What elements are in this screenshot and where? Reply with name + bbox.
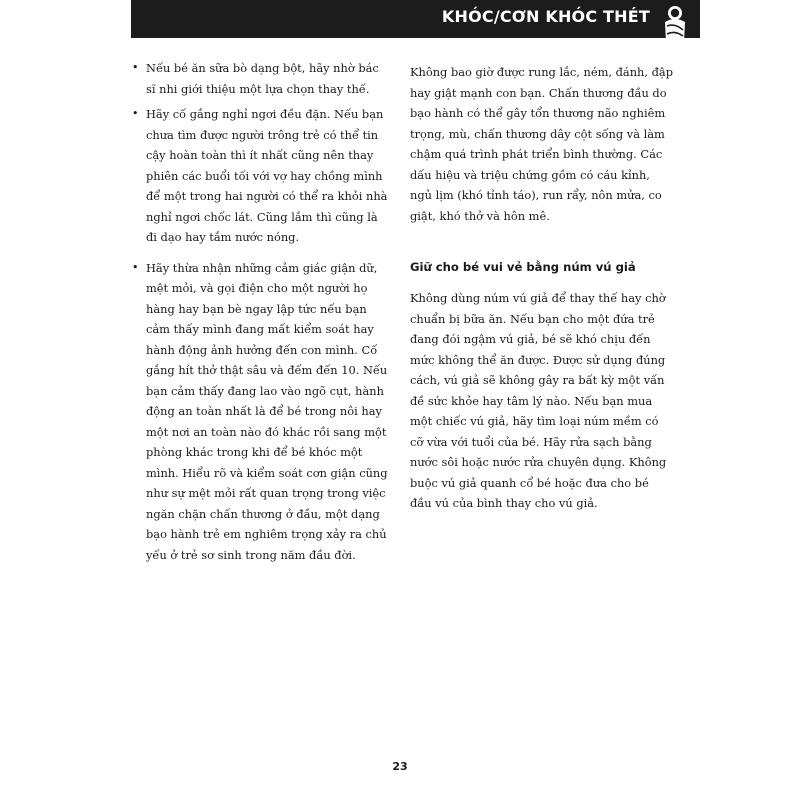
bullet-dot-icon: •: [132, 260, 139, 274]
right-column: [410, 62, 674, 514]
section-heading: Giữ cho bé vui vẻ bằng núm vú giả: [410, 260, 636, 274]
bullet-dot-icon: •: [132, 61, 139, 74]
bullet-item: [128, 104, 390, 248]
chapter-title: KHÓC/CƠN KHÓC THÉT: [441, 7, 650, 26]
bullet-item: [128, 258, 390, 566]
bullet-text: Nếu bé ăn sữa bò dạng bột, hãy nhờ bác sĩ nhi giới thiệu một lựa chọn thay thế.: [146, 61, 379, 96]
left-column: [128, 58, 390, 570]
page-number: 23: [392, 760, 408, 773]
bullet-dot-icon: •: [132, 107, 139, 120]
warning-paragraph: Không bao giờ được rung lắc, ném, đánh, đập hay giật mạnh con bạn. Chấn thương đầu do bạo hành có thể gây tổn thương não nghiêm trọng, mù, chấn thương dây cột sống và làm chậm quá trình phát triển bình thường. Các dấu hiệu và triệu chứng gồm có cáu kỉnh, ngủ lịm (khó tỉnh táo), run rẩy, nôn mửa, co giật, khó thở và hôn mê.: [410, 65, 673, 223]
pacifier-paragraph: Không dùng núm vú giả để thay thế hay chờ chuẩn bị bữa ăn. Nếu bạn cho một đứa trẻ đang đói ngậm vú giả, bé sẽ khó chịu đến mức không thể ăn được. Được sử dụng đúng cách, vú giả sẽ không gây ra bất kỳ một vấn đề sức khỏe hay tâm lý nào. Nếu bạn mua một chiếc vú giả, hãy tìm loại núm mềm có cỡ vừa với tuổi của bé. Hãy rửa sạch bằng nước sôi hoặc nước rửa chuyên dụng. Không buộc vú giả quanh cổ bé hoặc đưa cho bé đầu vú của bình thay cho vú giả.: [410, 291, 667, 510]
bullet-text: Hãy cố gắng nghỉ ngơi đều đặn. Nếu bạn chưa tìm được người trông trẻ có thể tin cậy hoàn toàn thì ít nhất cũng nên thay phiên các buổi tối với vợ hay chồng mình để một trong hai người có thể ra khỏi nhà nghỉ ngơi chốc lát. Cũng lắm thì cũng là đi dạo hay tắm nước nóng.: [146, 107, 388, 244]
swaddled-baby-icon: [660, 4, 690, 48]
bullet-item: [128, 58, 390, 99]
chapter-header-bar: [131, 0, 700, 38]
bullet-text: Hãy thừa nhận những cảm giác giận dữ, mệt mỏi, và gọi điện cho một người họ hàng hay bạn bè ngay lập tức nếu bạn cảm thấy mình đang mất kiểm soát hay hành động ảnh hưởng đến con mình. Cố gắng hít thở thật sâu và đếm đến 10. Nếu bạn cảm thấy đang lao vào ngõ cụt, hành động an toàn nhất là để bé trong nôi hay một nơi an toàn nào đó khác rồi sang một phòng khác trong khi để bé khóc một mình. Hiểu rõ và kiểm soát cơn giận cũng như sự mệt mỏi rất quan trọng trong việc ngăn chặn chấn thương ở đầu, một dạng bạo hành trẻ em nghiêm trọng xảy ra chủ yếu ở trẻ sơ sinh trong năm đầu đời.: [146, 260, 388, 562]
